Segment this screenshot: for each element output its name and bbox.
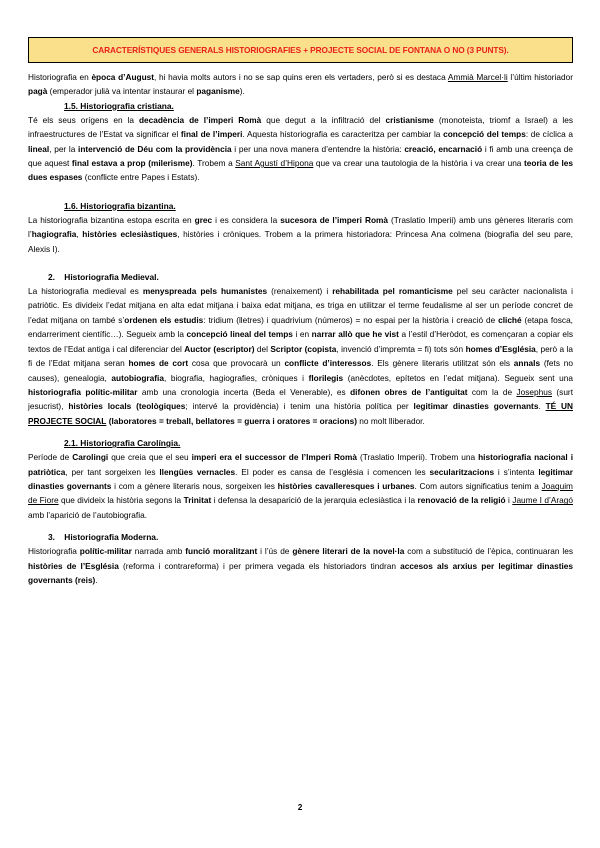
link-sant-agusti: Sant Agustí d’Hipona xyxy=(235,158,314,169)
title-banner xyxy=(28,37,573,63)
link-ammia-marcelli: Ammià Marcel·li xyxy=(447,72,508,82)
heading-3: 3. Historiografia Moderna. xyxy=(48,532,159,543)
heading-2-1: 2.1. Historiografia Carolíngia. xyxy=(64,438,181,449)
paragraph-3: Historiografia polític-militar narrada amb funció moralitzant i l’ús de gènere literari de la novel·la com a substitució de l’èpica, continuaran les històries de l’Església (reforma i contrareforma) i per primera vegada els historiadors tindran accesos als arxius per legitimar dinasties governants (reis). xyxy=(28,546,574,585)
page-number: 2 xyxy=(297,802,303,812)
intro-paragraph: Historiografia en època d’August, hi havia molts autors i no se sap quins eren els vertaders, però si es destaca Ammià Marcel·li l’últim historiador pagà (emperador julià va intentar instaurar el paganisme). xyxy=(28,72,574,97)
paragraph-1-5: Té els seus orígens en la decadència de l’imperi Romà que degut a la infiltració del cristianisme (monoteista, triomf a Israel) a les infraestructures de l’Estat va significar el final de l’imperi. Aquesta historiografia es caracteritza per cambiar la concepció del temps: de cíclica a lineal, per la intervenció de Déu com la providència i per una nova manera d’entendre la història: creació, encarnació i fi amb una creença de que aquest final estava a prop (milerisme). Trobem a Sant Agustí d’Hipona que va crear una tautologia de la història i va crear una teoria de les dues espases (conflicte entre Papes i Estats). xyxy=(28,114,574,183)
link-josephus: Josephus xyxy=(516,386,552,397)
banner-title: CARACTERÍSTIQUES GENERALS HISTORIOGRAFIES + PROJECTE SOCIAL DE FONTANA O NO (3 PUNTS). xyxy=(92,45,509,55)
projecte-social-label: TÉ UN PROJECTE SOCIAL xyxy=(28,401,573,426)
link-jaume-i: Jaume I d’Aragó xyxy=(512,495,573,506)
paragraph-2-1: Període de Carolingi que creia que el seu imperi era el successor de l’Imperi Romà (Traslatio Imperii). Trobem una historiografia nacional i patriòtica, per tant sorgeixen les llengües vernacles. El poder es cansa de l’església i comencen les secularitzacions i s’intenta legitimar dinasties governants i com a gènere literaris nous, sorgeixen les històries cavalleresques i urbanes. Com autors significatius tenim a Joaquim de Fiore que divideix la història segons la Trinitat i defensa la desaparició de la jerarquia eclesiàstica i la renovació de la religió i Jaume I d’Aragó amb l’aparició de l’autobiografia. xyxy=(28,452,574,520)
heading-1-5: 1.5. Historiografia cristiana. xyxy=(64,100,174,111)
heading-1-6: 1.6. Historiografia bizantina. xyxy=(64,200,176,211)
paragraph-2: La historiografia medieval es menyspreada pels humanistes (renaixement) i rehabilitada pel romanticisme pel seu caràcter nacionalista i patriòtic. Es divideix l’edat mitjana en alta edat mitjana i baixa edat mitjana, es triga en utilitzar el terme feudalisme al ser un període concret de l’edat mitjana on també s’ordenen els estudis: tridium (lletres) i quadrivium (números) = no espai per la història i creació de cliché (etapa fosca, endarreriment científic…). Segueix amb la concepció lineal del temps i en narrar allò que he vist a l’estil d’Heròdot, es començaran a copiar els textos de l’Edat antiga i cal diferenciar del Auctor (escriptor) del Scriptor (copista, invenció d’impremta = fi) tots són homes d’Església, però a la fi de l’Edat mitjana seran homes de cort cosa que provocarà un conflicte d’interessos. Els gènere literaris utilitzat són els annals (fets no causes), genealogia, autobiografia, biografia, hagiografies, cròniques i florilegis (anècdotes, epítetos en l’edat mitjana). Segueix sent una historiografia polític-militar amb una cronologia incerta (Beda el Venerable), es difonen obres de l’antiguitat com la de Josephus (surt jesucrist), històries locals (teològiques; intervé la providència) i tenim una història política per legitimar dinasties governants. TÉ UN PROJECTE SOCIAL (laboratores = treball, bellatores = guerra i oratores = oracions) no molt lliberador. xyxy=(28,286,574,426)
document-body xyxy=(28,70,573,587)
heading-2: 2. Historiografia Medieval. xyxy=(48,272,159,283)
link-joaquim-de-fiore: Joaquim de Fiore xyxy=(28,480,573,506)
paragraph-1-6: La historiografia bizantina estopa escrita en grec i es considera la sucesora de l’imperi Romà (Traslatio Imperii) amb uns gèneres literaris com l’hagiografia, històries eclesiàstiques, històries i cròniques. Trobem a la primera historiadora: Princesa Ana colmena (biografia del seu pare, Alexis I). xyxy=(28,214,573,254)
